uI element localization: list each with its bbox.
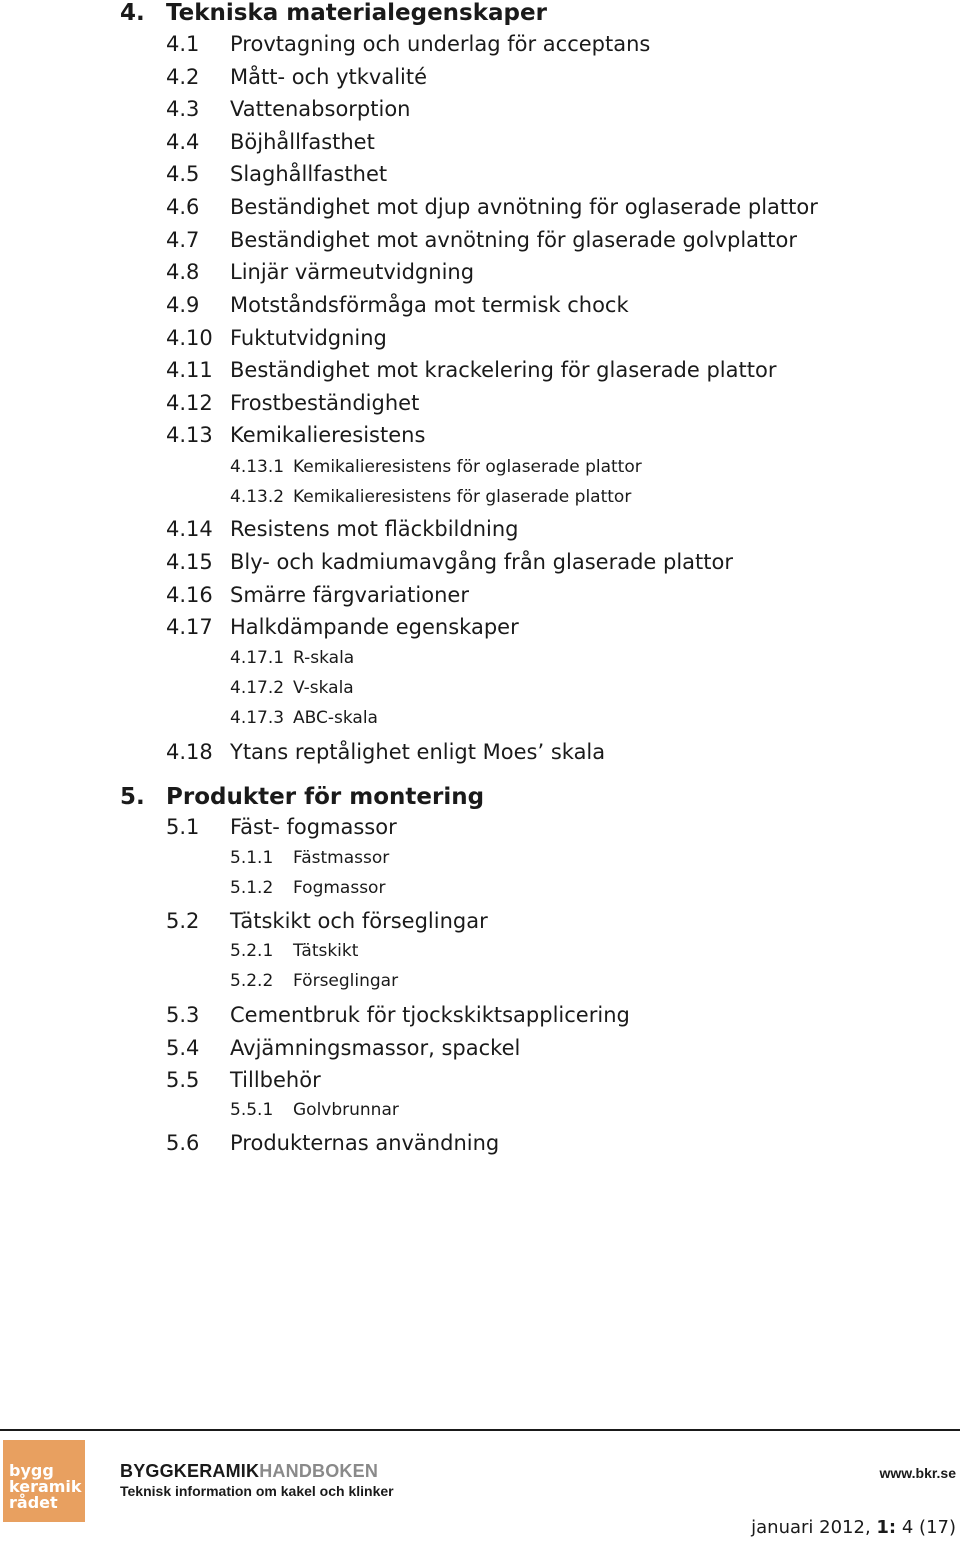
brand-tagline: Teknisk information om kakel och klinker <box>120 1483 394 1499</box>
toc-entry-number: 4.13 <box>166 423 213 447</box>
toc-entry-number: 5.1.2 <box>230 878 274 898</box>
toc-entry-title: Tätskikt och förseglingar <box>230 909 488 933</box>
brand-title <box>120 1461 378 1482</box>
toc-entry-title: Förseglingar <box>293 971 399 991</box>
toc-entry-title: Golvbrunnar <box>293 1100 399 1120</box>
toc-entry-title: ABC-skala <box>293 708 378 728</box>
toc-entry-number: 4.3 <box>166 97 200 121</box>
toc-entry-title: Beständighet mot krackelering för glaserade plattor <box>230 358 777 382</box>
toc-entry-title: Fäst- fogmassor <box>230 815 397 839</box>
toc-entry-number: 4.15 <box>166 550 213 574</box>
toc-entry-number: 4.16 <box>166 583 213 607</box>
toc-entry-number: 4.4 <box>166 130 200 154</box>
toc-entry-title: Produkter för montering <box>166 784 485 810</box>
toc-entry-number: 4.17.2 <box>230 678 285 698</box>
toc-entry-title: Ytans reptålighet enligt Moes’ skala <box>230 740 606 764</box>
toc-entry-title: Fästmassor <box>293 848 390 868</box>
page-date: januari 2012, <box>751 1517 871 1538</box>
toc-entry-title: Kemikalieresistens för oglaserade plattor <box>293 457 642 477</box>
toc-entry-number: 5.4 <box>166 1036 200 1060</box>
toc-entry-number: 5.5.1 <box>230 1100 274 1120</box>
toc-entry-title: Slaghållfasthet <box>230 162 388 186</box>
toc-entry-number: 4.2 <box>166 65 200 89</box>
toc-entry-number: 4.18 <box>166 740 213 764</box>
toc-entry-number: 4.12 <box>166 391 213 415</box>
toc-entry-number: 4.11 <box>166 358 213 382</box>
toc-entry-number: 5.6 <box>166 1131 200 1155</box>
brand-primary: BYGGKERAMIK <box>120 1461 260 1481</box>
brand-secondary: HANDBOKEN <box>259 1461 379 1481</box>
footer-divider <box>0 1429 960 1431</box>
toc-entry-title: Provtagning och underlag för acceptans <box>230 32 651 56</box>
toc-entry-title: Beständighet mot djup avnötning för oglaserade plattor <box>230 195 818 219</box>
toc-entry-title: Böjhållfasthet <box>230 130 375 154</box>
toc-entry-number: 5.3 <box>166 1003 200 1027</box>
toc-entry-number: 5.2 <box>166 909 200 933</box>
toc-entry-title: R-skala <box>293 648 355 668</box>
toc-entry-number: 4.10 <box>166 326 213 350</box>
toc-entry-title: V-skala <box>293 678 354 698</box>
toc-entry-number: 4.13.1 <box>230 457 285 477</box>
toc-entry-number: 4.1 <box>166 32 200 56</box>
byggkeramikradet-logo <box>3 1440 85 1522</box>
page-number: 4 (17) <box>901 1517 956 1538</box>
toc-entry-title: Kemikalieresistens <box>230 423 426 447</box>
toc-entry-number: 4.7 <box>166 228 200 252</box>
chapter-number: 1: <box>876 1517 897 1538</box>
toc-entry-title: Frostbeständighet <box>230 391 420 415</box>
toc-entry-number: 5.1.1 <box>230 848 274 868</box>
toc-entry-number: 4.14 <box>166 517 213 541</box>
toc-entry-title: Smärre färgvariationer <box>230 583 469 607</box>
toc-entry-number: 4.6 <box>166 195 200 219</box>
toc-entry-number: 4.17.1 <box>230 648 285 668</box>
toc-entry-number: 5.2.2 <box>230 971 274 991</box>
toc-entry-number: 5.1 <box>166 815 200 839</box>
toc-entry-title: Tätskikt <box>293 941 359 961</box>
toc-entry-title: Produkternas användning <box>230 1131 500 1155</box>
toc-entry-number: 4.17 <box>166 615 213 639</box>
website-link[interactable]: www.bkr.se <box>879 1465 956 1481</box>
toc-entry-number: 4.9 <box>166 293 200 317</box>
page-info <box>751 1517 956 1538</box>
toc-entry-title: Resistens mot fläckbildning <box>230 517 519 541</box>
toc-entry-title: Linjär värmeutvidgning <box>230 260 475 284</box>
toc-entry-title: Tekniska materialegenskaper <box>166 0 547 26</box>
toc-entry-title: Halkdämpande egenskaper <box>230 615 519 639</box>
logo-line-1: bygg <box>9 1461 54 1480</box>
toc-entry-title: Cementbruk för tjockskiktsapplicering <box>230 1003 630 1027</box>
toc-entry-title: Fuktutvidgning <box>230 326 387 350</box>
toc-entry-title: Beständighet mot avnötning för glaserade golvplattor <box>230 228 797 252</box>
logo-line-3: rådet <box>9 1493 58 1512</box>
toc-entry-number: 4. <box>120 0 145 26</box>
toc-entry-number: 5.5 <box>166 1068 200 1092</box>
toc-entry-title: Bly- och kadmiumavgång från glaserade plattor <box>230 550 733 574</box>
toc-entry-number: 4.13.2 <box>230 487 285 507</box>
toc-entry-title: Mått- och ytkvalité <box>230 65 428 89</box>
toc-entry-title: Motståndsförmåga mot termisk chock <box>230 293 629 317</box>
toc-entry-title: Tillbehör <box>230 1068 321 1092</box>
toc-entry-number: 4.8 <box>166 260 200 284</box>
toc-entry-number: 5. <box>120 784 145 810</box>
toc-entry-title: Vattenabsorption <box>230 97 411 121</box>
toc-entry-title: Fogmassor <box>293 878 386 898</box>
toc-entry-number: 4.17.3 <box>230 708 285 728</box>
toc-entry-number: 4.5 <box>166 162 200 186</box>
toc-entry-number: 5.2.1 <box>230 941 274 961</box>
toc-entry-title: Kemikalieresistens för glaserade plattor <box>293 487 632 507</box>
logo-line-2: keramik <box>9 1477 82 1496</box>
toc-entry-title: Avjämningsmassor, spackel <box>230 1036 521 1060</box>
